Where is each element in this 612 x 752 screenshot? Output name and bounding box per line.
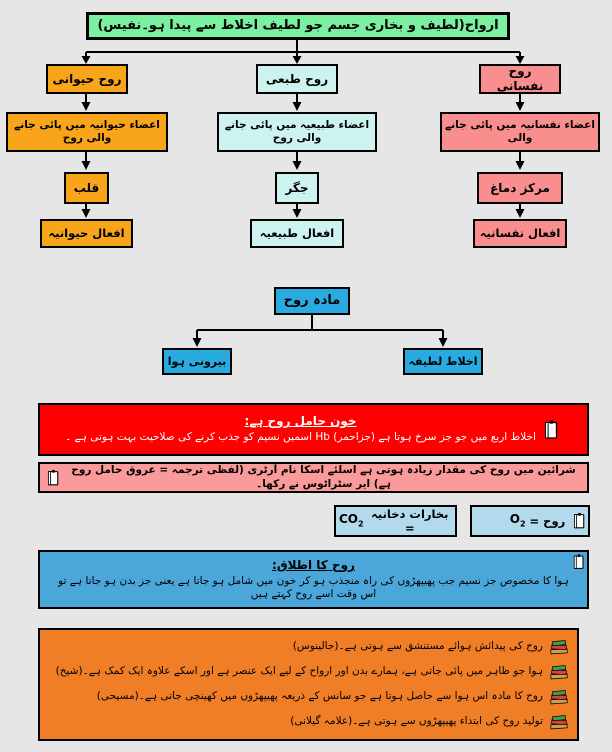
book-stack-icon [549,664,569,680]
notebook-icon [573,513,586,530]
node-haywani-found-in [6,112,168,152]
equation-formula: $O_2$ [509,512,526,529]
quote-line [48,635,569,660]
node-organ-jigar [275,172,319,204]
note-rooh-itlaq [38,550,589,609]
node-label: اعضاء نفسانیہ میں پائی جانے والی [445,118,595,144]
node-label: روح طبعی [265,71,329,86]
node-label: مادہ روح [283,292,341,308]
node-madda-rooh [274,287,350,315]
node-label: بیرونی ہوا [167,354,227,368]
node-afaal-tabiya [250,219,344,248]
node-afaal-nafsania [473,219,567,248]
notebook-icon [573,554,585,570]
node-organ-markaz-dimagh [477,172,563,204]
notebook-icon [47,469,60,486]
node-afaal-haywania [40,219,133,248]
node-rooh-tabai [256,64,338,94]
quote-text: ہوا جو ظاہر میں پائی جاتی ہے، ہمارے بدن اور ارواح کے لیے ایک عنصر ہے اور اسکے علاوہ ایک کمک ہے۔(شیخ) [55,665,543,678]
node-label: روح نفسانی [496,64,544,93]
root-title-text: ارواح(لطیف و بخاری جسم جو لطیف اخلاط سے پیدا ہو۔نفیس) [97,17,499,33]
node-organ-qalb [64,172,109,204]
node-akhlat-latifa [403,348,483,375]
node-nafsani-found-in [440,112,600,152]
node-label: اخلاط لطیفہ [408,354,478,368]
node-label: افعال حیوانیہ [48,226,125,241]
quote-line [48,660,569,685]
node-label: افعال طبیعیہ [259,226,335,241]
node-label: اعضاء طبیعیہ میں پائی جانے والی روح [224,118,370,144]
note-title: خون حامل روح ہے: [244,414,357,429]
node-label: جگر [285,180,309,195]
node-label: افعال نفسانیہ [479,226,561,241]
equation-o2 [470,505,590,537]
root-title-box [86,12,510,40]
quote-text: روح کی پیدائش ہوائے مستنشق سے ہوتی ہے۔(جالینوس) [292,640,543,653]
quote-text: تولید روح کی ابتداء پھیپھڑوں سے ہوتی ہے۔(علامہ گیلانی) [290,715,543,728]
book-stack-icon [549,639,569,655]
book-stack-icon [549,689,569,705]
node-bairooni-hawa [162,348,232,375]
note-body: ہوا کا مخصوص جز نسیم جب پھیپھڑوں کی راہ منجذب ہو کر خون میں شامل ہو جاتا ہے یعنی جز بدن ہو جاتا ہے تو اس وقت اسے روح کہتے ہیں [58,574,569,600]
quote-line [48,710,569,735]
node-label: روح حیوانی [52,71,122,86]
equation-label: روح = [529,513,566,528]
equation-label: بخارات دخانیہ = [371,506,449,535]
note-title: روح کا اطلاق: [272,557,355,572]
note-artery [38,462,589,493]
node-label: اعضاء حیوانیہ میں پائی جانے والی روح [14,118,160,144]
node-rooh-haywani [46,64,128,94]
book-stack-icon [549,714,569,730]
quotes-panel [38,628,579,741]
equation-co2 [334,505,457,537]
quote-line [48,685,569,710]
note-body: اخلاط اربع میں جو جز سرخ ہوتا ہے (جزاحمر) Hb اسمیں نسیم کو جذب کرنے کی صلاحیت بہت ہوتی ہے ۔ [65,431,536,444]
node-label: قلب [73,180,100,195]
notebook-icon [544,420,559,440]
node-rooh-nafsani [479,64,561,94]
node-tabai-found-in [217,112,377,152]
note-body: شرائین میں روح کی مقدار زیادہ ہوتی ہے اسلئے اسکا نام آرٹری (لفظی ترجمہ = عروق حامل روح ہے) ایر سٹراٹوس نے رکھا۔ [71,464,576,490]
note-blood-carries-rooh [38,403,589,456]
equation-formula: $CO_2$ [339,512,364,529]
quote-text: روح کا مادہ اس ہوا سے حاصل ہوتا ہے جو سانس کے ذریعہ پھیپھڑوں میں کھینچی جاتی ہے۔(مسیحی) [96,690,543,703]
node-label: مرکز دماغ [490,180,550,195]
